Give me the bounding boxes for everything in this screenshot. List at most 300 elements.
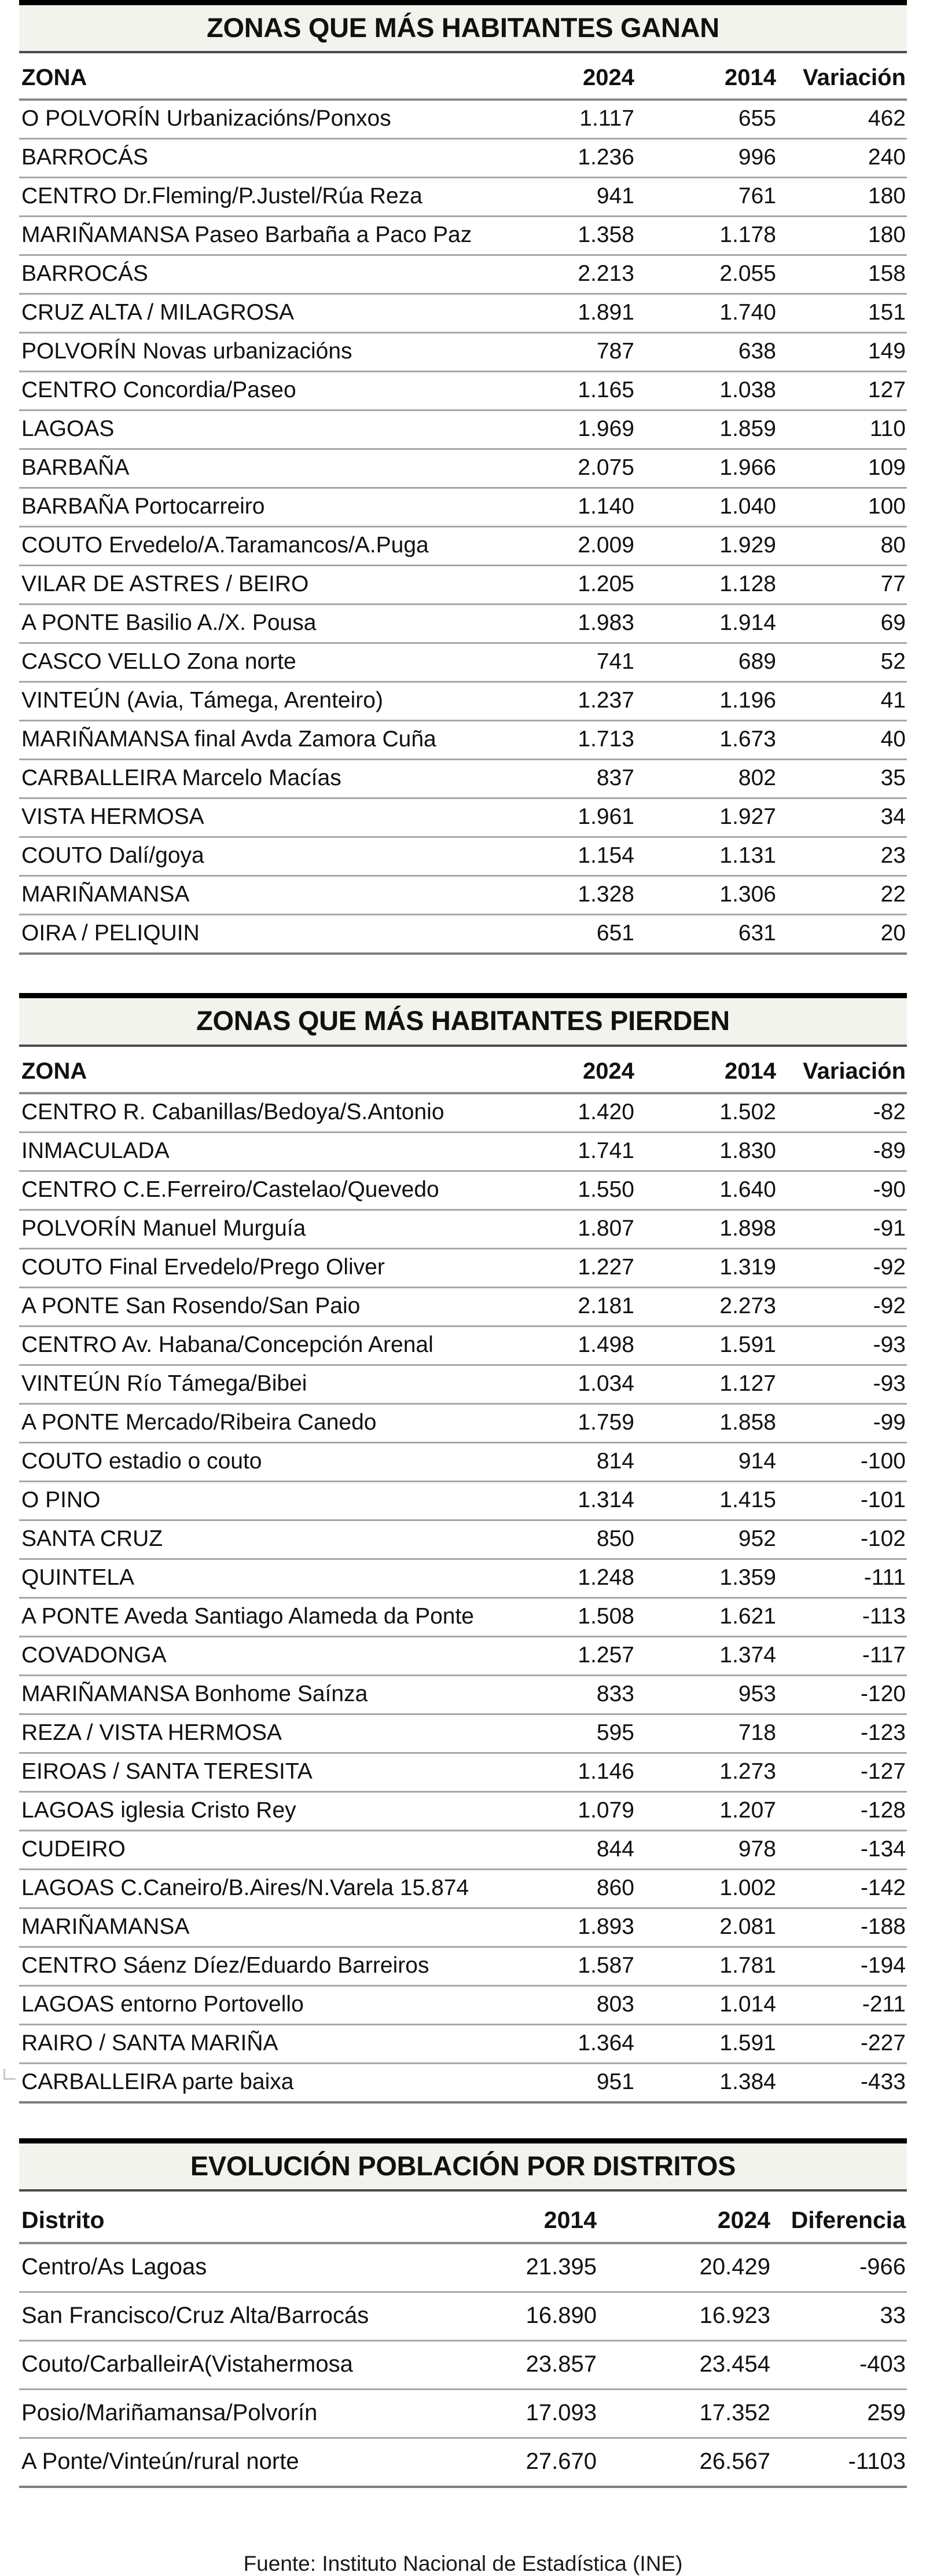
- cell-variacion: -93: [777, 1365, 907, 1404]
- table-row: [19, 2341, 907, 2390]
- cell-zone: CENTRO Sáenz Díez/Eduardo Barreiros: [19, 1947, 499, 1985]
- cell-zone: CENTRO Av. Habana/Concepción Arenal: [19, 1326, 499, 1365]
- cell-v2014: 1.640: [635, 1171, 777, 1210]
- cell-v2014: 1.014: [635, 1985, 777, 2024]
- cell-v2024: 1.498: [499, 1326, 635, 1365]
- table-row: [19, 2024, 907, 2063]
- table-row: [19, 178, 907, 217]
- cell-v2014: 655: [635, 100, 777, 139]
- cell-v2024: 1.237: [499, 682, 635, 721]
- cell-v2024: 844: [499, 1830, 635, 1869]
- table-row: [19, 2438, 907, 2487]
- loss-table-body: [19, 1093, 907, 2102]
- cell-zone: OIRA / PELIQUIN: [19, 915, 499, 954]
- cell-v2014: 1.127: [635, 1365, 777, 1404]
- cell-zone: COUTO Ervedelo/A.Taramancos/A.Puga: [19, 527, 499, 566]
- table-row: [19, 1093, 907, 1133]
- cell-variacion: -123: [777, 1714, 907, 1753]
- table-row: [19, 527, 907, 566]
- gain-top-rule: [19, 0, 907, 5]
- table-row: [19, 1481, 907, 1520]
- cell-zone: A PONTE Aveda Santiago Alameda da Ponte: [19, 1597, 499, 1636]
- cell-v2024: 787: [499, 333, 635, 372]
- source-text: Fuente: Instituto Nacional de Estadística (INE): [243, 2552, 683, 2576]
- cell-zone: COUTO Final Ervedelo/Prego Oliver: [19, 1248, 499, 1287]
- loss-top-rule: [19, 993, 907, 998]
- cell-zone: BARBAÑA Portocarreiro: [19, 488, 499, 527]
- cell-zone: CARBALLEIRA Marcelo Macías: [19, 760, 499, 798]
- cell-v2014: 1.196: [635, 682, 777, 721]
- cell-zone: VINTEÚN Río Támega/Bibei: [19, 1365, 499, 1404]
- cell-zone: INMACULADA: [19, 1132, 499, 1171]
- cell-v2014: 953: [635, 1675, 777, 1714]
- cell-zone: POLVORÍN Novas urbanizacións: [19, 333, 499, 372]
- cell-v2014: 1.178: [635, 217, 777, 255]
- cell-v2014: 689: [635, 643, 777, 682]
- cell-v2014: 802: [635, 760, 777, 798]
- cell-zone: REZA / VISTA HERMOSA: [19, 1714, 499, 1753]
- districts-table: [19, 2192, 907, 2488]
- cell-zone: COVADONGA: [19, 1636, 499, 1675]
- table-row: [19, 604, 907, 643]
- cell-v2024: 1.117: [499, 100, 635, 139]
- table-row: [19, 411, 907, 449]
- cell-variacion: -211: [777, 1985, 907, 2024]
- cell-v2024: 941: [499, 178, 635, 217]
- districts-table-body: [19, 2243, 907, 2487]
- cell-variacion: 180: [777, 217, 907, 255]
- spacer-gain-loss: [0, 955, 926, 993]
- table-row: [19, 1442, 907, 1481]
- table-row: [19, 1210, 907, 1248]
- cell-zone: MARIÑAMANSA Paseo Barbaña a Paco Paz: [19, 217, 499, 255]
- cell-zone: A Ponte/Vinteún/rural norte: [19, 2438, 424, 2487]
- table-row: [19, 488, 907, 527]
- table-row: [19, 1947, 907, 1985]
- gain-header-row: [19, 53, 907, 100]
- table-row: [19, 1753, 907, 1791]
- cell-diferencia: -966: [771, 2243, 907, 2292]
- table-row: [19, 449, 907, 488]
- cell-zone: LAGOAS entorno Portovello: [19, 1985, 499, 2024]
- table-row: [19, 1559, 907, 1597]
- cell-zone: VILAR DE ASTRES / BEIRO: [19, 566, 499, 604]
- gain-col-2014: 2014: [635, 53, 777, 100]
- table-row: [19, 1171, 907, 1210]
- cell-zone: MARIÑAMANSA: [19, 1908, 499, 1947]
- cell-v2014: 1.207: [635, 1791, 777, 1830]
- cell-zone: LAGOAS iglesia Cristo Rey: [19, 1791, 499, 1830]
- spacer-loss-districts: [0, 2104, 926, 2138]
- cell-variacion: -227: [777, 2024, 907, 2063]
- cell-variacion: 20: [777, 915, 907, 954]
- cell-v2014: 1.038: [635, 372, 777, 411]
- table-row: [19, 100, 907, 139]
- cell-v2024: 951: [499, 2063, 635, 2102]
- table-row: [19, 1636, 907, 1675]
- table-row: [19, 1869, 907, 1908]
- cell-variacion: -91: [777, 1210, 907, 1248]
- cell-v2014: 1.384: [635, 2063, 777, 2102]
- cell-zone: A PONTE Mercado/Ribeira Canedo: [19, 1404, 499, 1442]
- cell-v2024: 1.165: [499, 372, 635, 411]
- cell-v2024: 1.034: [499, 1365, 635, 1404]
- cell-v2024: 16.923: [598, 2292, 771, 2341]
- cell-variacion: 41: [777, 682, 907, 721]
- cell-diferencia: 33: [771, 2292, 907, 2341]
- cell-zone: QUINTELA: [19, 1559, 499, 1597]
- cell-variacion: -90: [777, 1171, 907, 1210]
- cell-zone: A PONTE Basilio A./X. Pousa: [19, 604, 499, 643]
- cell-zone: CARBALLEIRA parte baixa: [19, 2063, 499, 2102]
- cell-v2014: 1.273: [635, 1753, 777, 1791]
- cell-v2014: 1.359: [635, 1559, 777, 1597]
- cell-variacion: -142: [777, 1869, 907, 1908]
- table-row: [19, 1404, 907, 1442]
- source-note: [19, 2488, 907, 2576]
- cell-zone: VINTEÚN (Avia, Támega, Arenteiro): [19, 682, 499, 721]
- table-row: [19, 1248, 907, 1287]
- cell-v2014: 1.131: [635, 837, 777, 876]
- loss-table-block: [19, 993, 907, 2103]
- cell-v2024: 741: [499, 643, 635, 682]
- table-row: [19, 1132, 907, 1171]
- cell-variacion: -188: [777, 1908, 907, 1947]
- table-row: [19, 1520, 907, 1559]
- cell-v2024: 1.983: [499, 604, 635, 643]
- cell-v2014: 914: [635, 1442, 777, 1481]
- cell-v2024: 1.358: [499, 217, 635, 255]
- cell-zone: BARROCÁS: [19, 139, 499, 178]
- table-row: [19, 721, 907, 760]
- districts-col-distrito: Distrito: [19, 2192, 424, 2243]
- cell-zone: BARROCÁS: [19, 255, 499, 294]
- cell-v2024: 1.893: [499, 1908, 635, 1947]
- cell-variacion: -134: [777, 1830, 907, 1869]
- cell-variacion: -92: [777, 1248, 907, 1287]
- cell-zone: CENTRO R. Cabanillas/Bedoya/S.Antonio: [19, 1093, 499, 1133]
- cell-v2014: 23.857: [424, 2341, 598, 2390]
- cell-v2024: 1.713: [499, 721, 635, 760]
- table-row: [19, 294, 907, 333]
- cell-v2014: 27.670: [424, 2438, 598, 2487]
- cell-zone: CUDEIRO: [19, 1830, 499, 1869]
- cell-v2014: 1.415: [635, 1481, 777, 1520]
- cell-zone: POLVORÍN Manuel Murguía: [19, 1210, 499, 1248]
- cell-v2014: 1.621: [635, 1597, 777, 1636]
- cell-zone: Posio/Mariñamansa/Polvorín: [19, 2390, 424, 2438]
- cell-variacion: 109: [777, 449, 907, 488]
- cell-variacion: -82: [777, 1093, 907, 1133]
- cell-variacion: -102: [777, 1520, 907, 1559]
- cell-v2024: 837: [499, 760, 635, 798]
- loss-col-variacion: Variación: [777, 1047, 907, 1093]
- cell-v2014: 952: [635, 1520, 777, 1559]
- gain-col-zone: ZONA: [19, 53, 499, 100]
- cell-zone: BARBAÑA: [19, 449, 499, 488]
- districts-col-2014: 2014: [424, 2192, 598, 2243]
- gain-table-block: [19, 0, 907, 955]
- cell-zone: SANTA CRUZ: [19, 1520, 499, 1559]
- cell-variacion: -99: [777, 1404, 907, 1442]
- cell-v2024: 595: [499, 1714, 635, 1753]
- cell-v2014: 1.002: [635, 1869, 777, 1908]
- cell-variacion: -120: [777, 1675, 907, 1714]
- cell-variacion: -92: [777, 1287, 907, 1326]
- cell-variacion: 149: [777, 333, 907, 372]
- districts-table-block: [19, 2138, 907, 2488]
- table-row: [19, 1326, 907, 1365]
- loss-col-2024: 2024: [499, 1047, 635, 1093]
- cell-zone: LAGOAS: [19, 411, 499, 449]
- cell-v2014: 16.890: [424, 2292, 598, 2341]
- cell-v2024: 1.140: [499, 488, 635, 527]
- cell-v2014: 761: [635, 178, 777, 217]
- cell-v2024: 23.454: [598, 2341, 771, 2390]
- cell-v2024: 803: [499, 1985, 635, 2024]
- cell-variacion: 52: [777, 643, 907, 682]
- loss-title: ZONAS QUE MÁS HABITANTES PIERDEN: [196, 1005, 730, 1036]
- cell-variacion: -433: [777, 2063, 907, 2102]
- cell-variacion: 69: [777, 604, 907, 643]
- loss-col-zone: ZONA: [19, 1047, 499, 1093]
- cell-v2014: 638: [635, 333, 777, 372]
- cell-diferencia: -1103: [771, 2438, 907, 2487]
- districts-title-band: [19, 2143, 907, 2192]
- cell-variacion: 462: [777, 100, 907, 139]
- cell-v2024: 1.328: [499, 876, 635, 915]
- cell-variacion: -113: [777, 1597, 907, 1636]
- cell-v2024: 1.587: [499, 1947, 635, 1985]
- cell-variacion: 22: [777, 876, 907, 915]
- cell-zone: O PINO: [19, 1481, 499, 1520]
- cell-v2024: 651: [499, 915, 635, 954]
- cell-v2024: 1.236: [499, 139, 635, 178]
- cell-v2024: 20.429: [598, 2243, 771, 2292]
- table-row: [19, 798, 907, 837]
- districts-col-2024: 2024: [598, 2192, 771, 2243]
- table-row: [19, 1908, 907, 1947]
- cell-v2024: 2.009: [499, 527, 635, 566]
- cell-variacion: 158: [777, 255, 907, 294]
- cell-v2014: 1.319: [635, 1248, 777, 1287]
- table-row: [19, 1287, 907, 1326]
- cell-v2024: 2.213: [499, 255, 635, 294]
- districts-top-rule: [19, 2138, 907, 2143]
- gain-title-band: [19, 5, 907, 53]
- cell-variacion: -194: [777, 1947, 907, 1985]
- cell-v2014: 996: [635, 139, 777, 178]
- cell-v2014: 2.273: [635, 1287, 777, 1326]
- cell-variacion: -117: [777, 1636, 907, 1675]
- cell-v2024: 860: [499, 1869, 635, 1908]
- cell-variacion: 151: [777, 294, 907, 333]
- cell-variacion: -93: [777, 1326, 907, 1365]
- cell-v2024: 2.181: [499, 1287, 635, 1326]
- gain-table: [19, 53, 907, 955]
- cell-variacion: -111: [777, 1559, 907, 1597]
- cell-v2014: 978: [635, 1830, 777, 1869]
- table-row: [19, 333, 907, 372]
- cell-v2014: 1.781: [635, 1947, 777, 1985]
- table-row: [19, 217, 907, 255]
- cell-zone: CENTRO Dr.Fleming/P.Justel/Rúa Reza: [19, 178, 499, 217]
- loss-col-2014: 2014: [635, 1047, 777, 1093]
- cell-v2014: 718: [635, 1714, 777, 1753]
- cell-variacion: 180: [777, 178, 907, 217]
- table-row: [19, 1597, 907, 1636]
- cell-diferencia: 259: [771, 2390, 907, 2438]
- cell-v2014: 1.040: [635, 488, 777, 527]
- cell-v2014: 1.830: [635, 1132, 777, 1171]
- cell-v2024: 1.741: [499, 1132, 635, 1171]
- cell-v2014: 1.898: [635, 1210, 777, 1248]
- cell-v2024: 1.961: [499, 798, 635, 837]
- cell-v2024: 1.079: [499, 1791, 635, 1830]
- table-row: [19, 1714, 907, 1753]
- districts-header-row: [19, 2192, 907, 2243]
- cell-zone: RAIRO / SANTA MARIÑA: [19, 2024, 499, 2063]
- loss-table: [19, 1047, 907, 2104]
- table-row: [19, 1985, 907, 2024]
- table-row: [19, 1791, 907, 1830]
- table-row: [19, 1830, 907, 1869]
- cell-zone: LAGOAS C.Caneiro/B.Aires/N.Varela 15.874: [19, 1869, 499, 1908]
- table-row: [19, 566, 907, 604]
- cell-v2014: 1.374: [635, 1636, 777, 1675]
- cell-v2014: 1.927: [635, 798, 777, 837]
- loss-title-band: [19, 998, 907, 1046]
- table-row: [19, 2390, 907, 2438]
- cell-v2024: 1.154: [499, 837, 635, 876]
- cell-v2014: 1.859: [635, 411, 777, 449]
- cell-zone: O POLVORÍN Urbanizacións/Ponxos: [19, 100, 499, 139]
- table-row: [19, 2063, 907, 2102]
- cell-v2024: 814: [499, 1442, 635, 1481]
- cell-zone: Couto/CarballeirA(Vistahermosa: [19, 2341, 424, 2390]
- cell-variacion: 34: [777, 798, 907, 837]
- cell-diferencia: -403: [771, 2341, 907, 2390]
- cell-v2024: 1.759: [499, 1404, 635, 1442]
- districts-title: EVOLUCIÓN POBLACIÓN POR DISTRITOS: [190, 2150, 736, 2181]
- cell-v2024: 26.567: [598, 2438, 771, 2487]
- loss-header-row: [19, 1047, 907, 1093]
- cell-zone: CASCO VELLO Zona norte: [19, 643, 499, 682]
- table-row: [19, 2243, 907, 2292]
- cell-v2024: 1.257: [499, 1636, 635, 1675]
- cell-v2024: 1.248: [499, 1559, 635, 1597]
- cell-zone: COUTO estadio o couto: [19, 1442, 499, 1481]
- cell-zone: CENTRO C.E.Ferreiro/Castelao/Quevedo: [19, 1171, 499, 1210]
- cell-v2024: 1.420: [499, 1093, 635, 1133]
- cell-v2024: 1.807: [499, 1210, 635, 1248]
- cell-zone: MARIÑAMANSA: [19, 876, 499, 915]
- cell-v2024: 1.508: [499, 1597, 635, 1636]
- table-row: [19, 372, 907, 411]
- cell-variacion: 100: [777, 488, 907, 527]
- table-row: [19, 876, 907, 915]
- cell-v2024: 1.146: [499, 1753, 635, 1791]
- cell-zone: San Francisco/Cruz Alta/Barrocás: [19, 2292, 424, 2341]
- table-row: [19, 682, 907, 721]
- gain-col-2024: 2024: [499, 53, 635, 100]
- table-row: [19, 2292, 907, 2341]
- cell-zone: CENTRO Concordia/Paseo: [19, 372, 499, 411]
- cell-v2014: 1.128: [635, 566, 777, 604]
- gain-title: ZONAS QUE MÁS HABITANTES GANAN: [207, 12, 719, 43]
- cell-variacion: -100: [777, 1442, 907, 1481]
- cell-zone: A PONTE San Rosendo/San Paio: [19, 1287, 499, 1326]
- cell-zone: MARIÑAMANSA final Avda Zamora Cuña: [19, 721, 499, 760]
- cell-v2024: 17.352: [598, 2390, 771, 2438]
- corner-crop-mark: [3, 2069, 16, 2080]
- table-row: [19, 139, 907, 178]
- cell-variacion: 23: [777, 837, 907, 876]
- table-row: [19, 1365, 907, 1404]
- cell-zone: CRUZ ALTA / MILAGROSA: [19, 294, 499, 333]
- cell-zone: Centro/As Lagoas: [19, 2243, 424, 2292]
- cell-v2024: 1.364: [499, 2024, 635, 2063]
- cell-v2024: 833: [499, 1675, 635, 1714]
- cell-v2014: 1.306: [635, 876, 777, 915]
- cell-v2014: 21.395: [424, 2243, 598, 2292]
- cell-variacion: -127: [777, 1753, 907, 1791]
- table-row: [19, 1675, 907, 1714]
- cell-v2014: 1.591: [635, 1326, 777, 1365]
- cell-v2024: 2.075: [499, 449, 635, 488]
- cell-zone: EIROAS / SANTA TERESITA: [19, 1753, 499, 1791]
- cell-variacion: -128: [777, 1791, 907, 1830]
- cell-v2024: 850: [499, 1520, 635, 1559]
- cell-variacion: -101: [777, 1481, 907, 1520]
- cell-v2014: 2.081: [635, 1908, 777, 1947]
- cell-v2024: 1.891: [499, 294, 635, 333]
- cell-v2014: 631: [635, 915, 777, 954]
- cell-v2024: 1.314: [499, 1481, 635, 1520]
- cell-v2014: 17.093: [424, 2390, 598, 2438]
- cell-v2024: 1.969: [499, 411, 635, 449]
- cell-v2014: 1.858: [635, 1404, 777, 1442]
- table-row: [19, 760, 907, 798]
- gain-table-body: [19, 100, 907, 954]
- cell-v2024: 1.227: [499, 1248, 635, 1287]
- cell-variacion: 77: [777, 566, 907, 604]
- cell-v2024: 1.550: [499, 1171, 635, 1210]
- cell-variacion: 240: [777, 139, 907, 178]
- cell-v2014: 1.740: [635, 294, 777, 333]
- table-row: [19, 643, 907, 682]
- cell-variacion: 127: [777, 372, 907, 411]
- cell-v2014: 1.966: [635, 449, 777, 488]
- cell-variacion: 110: [777, 411, 907, 449]
- districts-col-diferencia: Diferencia: [771, 2192, 907, 2243]
- table-row: [19, 255, 907, 294]
- cell-variacion: 35: [777, 760, 907, 798]
- cell-zone: VISTA HERMOSA: [19, 798, 499, 837]
- cell-v2024: 1.205: [499, 566, 635, 604]
- cell-v2014: 1.929: [635, 527, 777, 566]
- cell-v2014: 1.673: [635, 721, 777, 760]
- cell-v2014: 1.914: [635, 604, 777, 643]
- cell-variacion: 80: [777, 527, 907, 566]
- table-row: [19, 837, 907, 876]
- cell-v2014: 1.502: [635, 1093, 777, 1133]
- table-row: [19, 915, 907, 954]
- cell-v2014: 2.055: [635, 255, 777, 294]
- cell-variacion: -89: [777, 1132, 907, 1171]
- cell-variacion: 40: [777, 721, 907, 760]
- cell-v2014: 1.591: [635, 2024, 777, 2063]
